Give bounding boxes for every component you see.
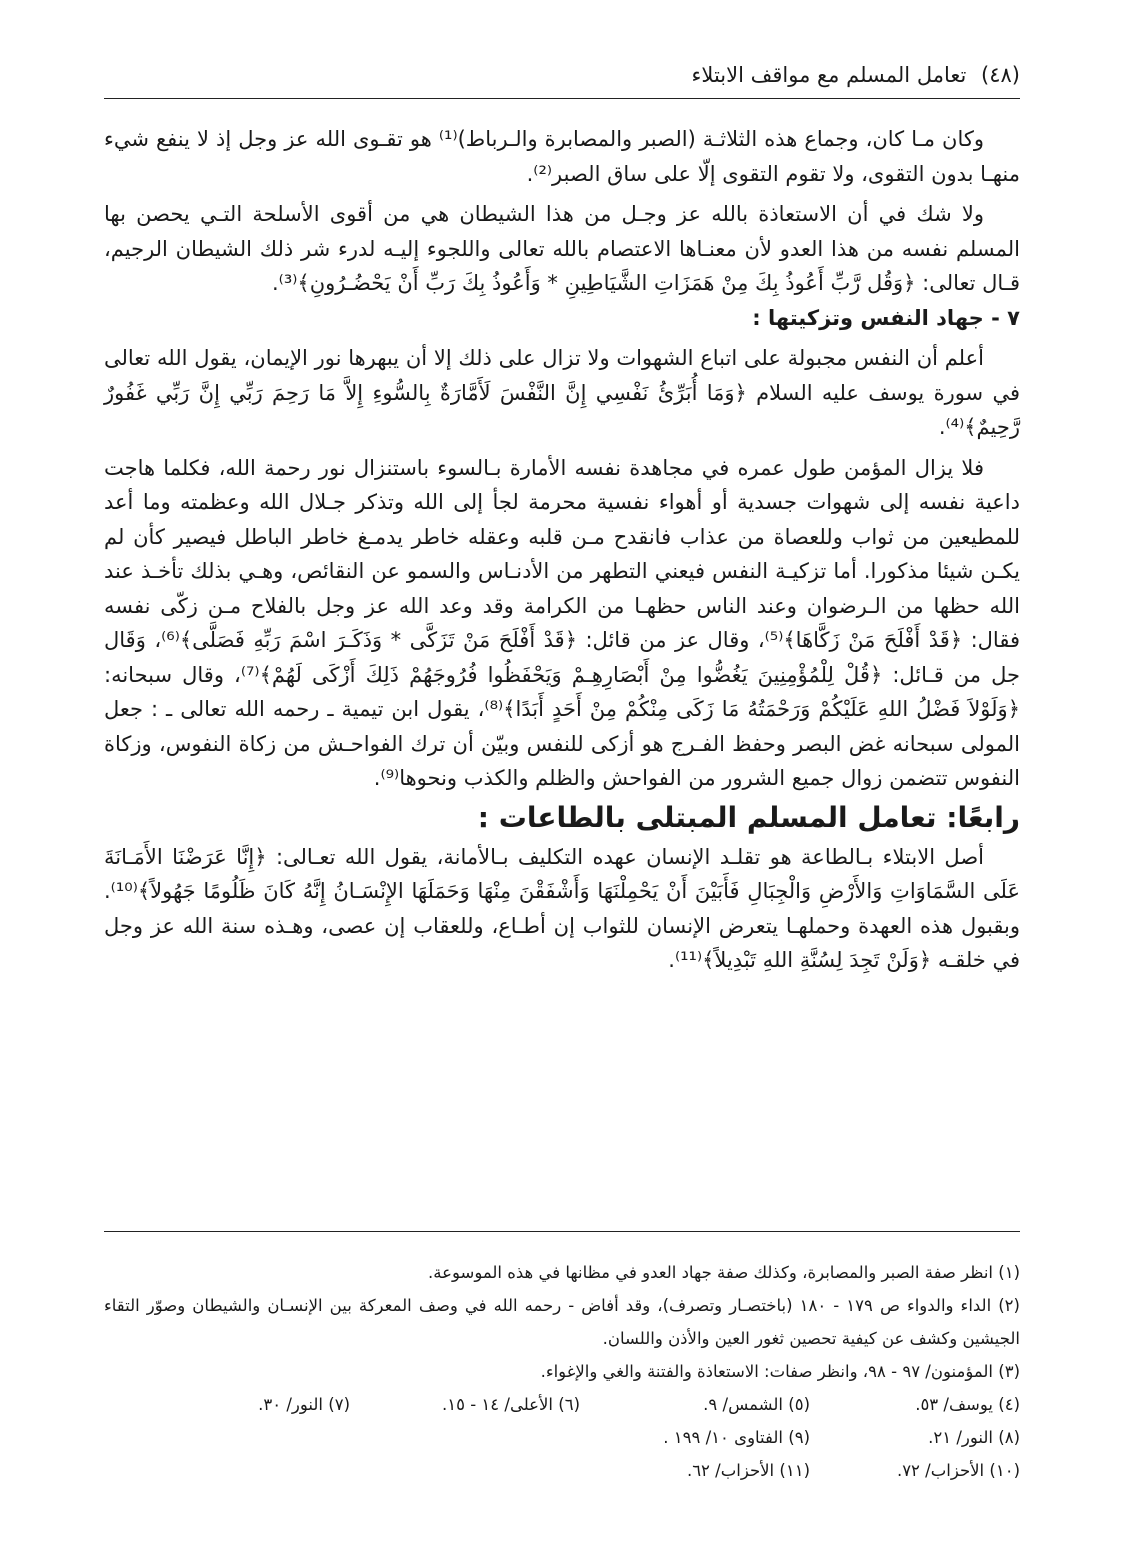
footnote: (٣) المؤمنون/ ٩٧ - ٩٨، وانظر صفات: الاستعاذة والفتنة والغي والإغواء. — [540, 1362, 1020, 1381]
page-number: (٤٨) — [981, 63, 1020, 87]
footnote-row — [104, 1421, 1020, 1454]
footnote: (٤) يوسف/ ٥٣. — [915, 1395, 1020, 1414]
footnote: (٦) الأعلى/ ١٤ - ١٥. — [441, 1395, 580, 1414]
subheading: ٧ - جهاد النفس وتزكيتها : — [752, 305, 1020, 330]
footnotes — [104, 1256, 1020, 1487]
footnote-separator — [104, 1231, 1020, 1232]
paragraph: فلا يزال المؤمن طول عمره في مجاهدة نفسه الأمارة بـالسوء باستنزال نور رحمة الله، فكلما هاجت داعية نفسه إلى شهوات جسدية أو أهواء نفسية محرمة لجأ إلى الله وتذكر جـلال الله وعظمته وما أعد للمطيعين من ثواب وللعصاة من عذاب فانقدح مـن قلبه وعقله خاطر يدمـغ خاطر الباطل فيصير كأن لم يكـن شيئا مذكورا. أما تزكيـة النفس فيعني التطهر من الأدنـاس والسمو عن النقائص، وهـي بذلك تأخـذ عند الله حظها من الـرضوان وعند الناس حظهـا من الكرامة وقد وعد الله عز وجل بالفلاح مـن زكّى نفسه فقال: ﴿قَدْ أَفْلَحَ مَنْ زَكَّاهَا﴾⁽⁵⁾، وقال عز من قائل: ﴿قَدْ أَفْلَحَ مَنْ تَزَكَّى * وَذَكَـرَ اسْمَ رَبِّهِ فَصَلَّى﴾⁽⁶⁾، وَقَال جل من قـائل: ﴿قُلْ لِلْمُؤْمِنِينَ يَغُضُّوا مِنْ أَبْصَارِهِـمْ وَيَحْفَظُوا فُرُوجَهُمْ ذَلِكَ أَزْكَى لَهُمْ﴾⁽⁷⁾، وقال سبحانه: ﴿وَلَوْلاَ فَضْلُ اللهِ عَلَيْكُمْ وَرَحْمَتُهُ مَا زَكَى مِنْكُمْ مِنْ أَحَدٍ أَبَدًا﴾⁽⁸⁾، يقول ابن تيمية ـ رحمه الله تعالى ـ : جعل المولى سبحانه غض البصر وحفظ الفـرج هو أزكى للنفس وبيّن أن ترك الفواحـش من زكاة النفوس، وزكاة النفوس تتضمن زوال جميع الشرور من الفواحش والظلم والكذب ونحوها⁽⁹⁾. — [104, 455, 1021, 790]
paragraph: وكان مـا كان، وجماع هذه الثلاثـة (الصبر والمصابرة والـرباط)⁽¹⁾ هو تقـوى الله عز وجل إذ لا ينفع شيء منهـا بدون التقوى، ولا تقوم التقوى إلّا على ساق الصبر⁽²⁾. — [104, 127, 1020, 186]
running-title: تعامل المسلم مع مواقف الابتلاء — [691, 63, 967, 87]
footnote: (٨) النور/ ٢١. — [928, 1428, 1020, 1447]
footnote: (١١) الأحزاب/ ٦٢. — [686, 1461, 810, 1480]
paragraph: أصل الابتلاء بـالطاعة هو تقلـد الإنسان عهده التكليف بـالأمانة، يقول الله تعـالى: ﴿إِنَّا عَرَضْنَا الأَمَـانَةَ عَلَى السَّمَاوَاتِ وَالأَرْضِ وَالْجِبَالِ فَأَبَيْنَ أَنْ يَحْمِلْنَهَا وَأَشْفَقْنَ مِنْهَا وَحَمَلَهَا الإِنْسَـانُ إِنَّهُ كَانَ ظَلُومًا جَهُولاً﴾⁽¹⁰⁾. وبقبول هذه العهدة وحملهـا يتعرض الإنسان للثواب إن أطـاع، وللعقاب إن عصى، وهـذه سنة الله عز وجل في خلقـه ﴿وَلَنْ تَجِدَ لِسُنَّةِ اللهِ تَبْدِيلاً﴾⁽¹¹⁾. — [104, 844, 1020, 972]
main-text — [104, 122, 1020, 978]
footnote: (١٠) الأحزاب/ ٧٢. — [896, 1461, 1020, 1480]
section-heading: رابعًا: تعامل المسلم المبتلى بالطاعات : — [477, 800, 1020, 834]
footnote: (١) انظر صفة الصبر والمصابرة، وكذلك صفة جهاد العدو في مظانها في هذه الموسوعة. — [428, 1263, 1020, 1282]
footnote: (٢) الداء والدواء ص ١٧٩ - ١٨٠ (باختصـار وتصرف)، وقد أفاض - رحمه الله في وصف المعركة بين الإنسـان والشيطان وصوّر التقاء الجيشين وكشف عن كيفية تحصين ثغور العين والأذن واللسان. — [104, 1296, 1020, 1348]
footnote: (٧) النور/ ٣٠. — [258, 1395, 350, 1414]
footnote: (٩) الفتاوى ١٠/ ١٩٩ . — [663, 1428, 810, 1447]
paragraph: أعلم أن النفس مجبولة على اتباع الشهوات ولا تزال على ذلك إلا أن يبهرها نور الإيمان، يقول الله تعالى في سورة يوسف عليه السلام ﴿وَمَا أُبَرِّئُ نَفْسِي إِنَّ النَّفْسَ لَأَمَّارَةٌ بِالسُّوءِ إِلاَّ مَا رَحِمَ رَبِّي إِنَّ رَبِّي غَفُورٌ رَّحِيمٌ﴾⁽⁴⁾. — [104, 346, 1020, 439]
page-header — [104, 58, 1020, 99]
footnote-row — [104, 1454, 1020, 1487]
footnote: (٥) الشمس/ ٩. — [703, 1395, 810, 1414]
footnote-row — [104, 1388, 1020, 1421]
paragraph: ولا شك في أن الاستعاذة بالله عز وجـل من هذا الشيطان هي من أقوى الأسلحة التـي يحصن بها المسلم نفسه من هذا العدو لأن معنـاها الاعتصام بالله تعالى واللجوء إليـه لدرء شر ذلك الشيطان الرجيم، قـال تعالى: ﴿وَقُل رَّبِّ أَعُوذُ بِكَ مِنْ هَمَزَاتِ الشَّيَاطِينِ * وَأَعُوذُ بِكَ رَبِّ أَنْ يَحْضُـرُونِ﴾⁽³⁾. — [104, 202, 1020, 295]
